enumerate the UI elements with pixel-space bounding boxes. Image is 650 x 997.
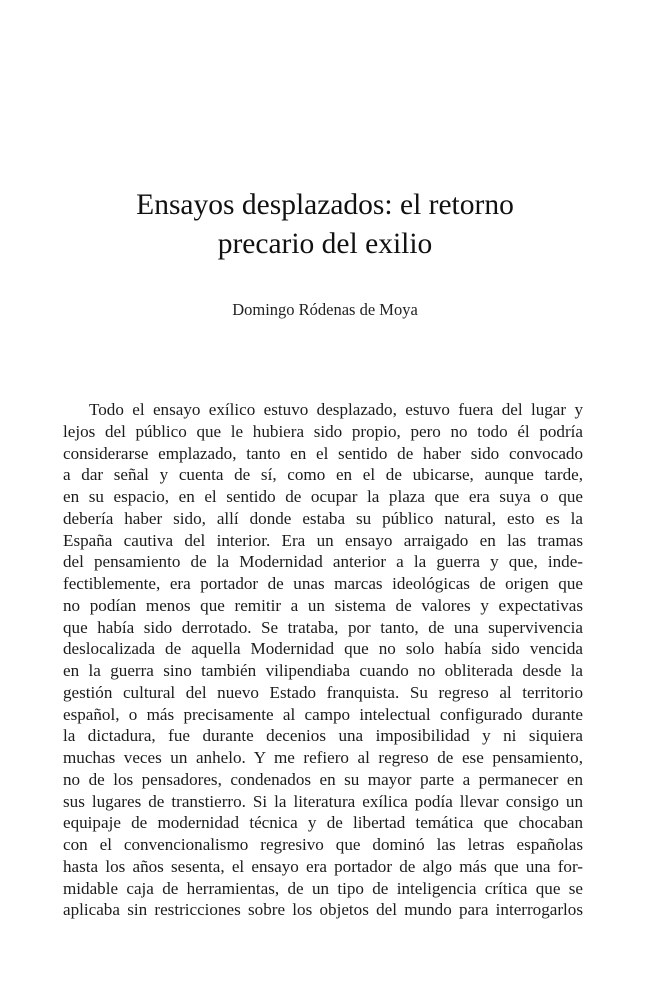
body-line: hasta los años sesenta, el ensayo era portador de algo más que una for- bbox=[63, 856, 583, 876]
body-line: deslocalizada de aquella Modernidad que no solo había sido vencida bbox=[63, 639, 583, 659]
body-line: que había sido derrotado. Se trataba, por tanto, de una supervivencia bbox=[63, 617, 583, 637]
body-line: debería haber sido, allí donde estaba su público natural, esto es la bbox=[63, 508, 583, 528]
body-line: aplicaba sin restricciones sobre los objetos del mundo para interrogarlos bbox=[63, 900, 583, 920]
body-line: no podían menos que remitir a un sistema de valores y expectativas bbox=[63, 595, 583, 615]
body-line: del pensamiento de la Modernidad anterior a la guerra y que, inde- bbox=[63, 552, 583, 572]
body-line: España cautiva del interior. Era un ensayo arraigado en las tramas bbox=[63, 530, 583, 550]
body-line: equipaje de modernidad técnica y de libertad temática que chocaban bbox=[63, 813, 583, 833]
body-line: a dar señal y cuenta de sí, como en el de ubicarse, aunque tarde, bbox=[63, 465, 583, 485]
body-line: considerarse emplazado, tanto en el sentido de haber sido convocado bbox=[63, 443, 583, 463]
body-line: lejos del público que le hubiera sido propio, pero no todo él podría bbox=[63, 421, 583, 441]
body-line: fectiblemente, era portador de unas marcas ideológicas de origen que bbox=[63, 574, 583, 593]
body-line: sus lugares de transtierro. Si la literatura exílica podía llevar consigo un bbox=[63, 791, 583, 811]
body-line: la dictadura, fue durante decenios una imposibilidad y ni siquiera bbox=[63, 726, 583, 746]
body-line: con el convencionalismo regresivo que dominó las letras españolas bbox=[63, 835, 583, 854]
title-line: Ensayos desplazados: el retorno bbox=[136, 189, 514, 221]
body-line: muchas veces un anhelo. Y me refiero al regreso de ese pensamiento, bbox=[63, 748, 583, 767]
body-line: midable caja de herramientas, de un tipo de inteligencia crítica que se bbox=[63, 878, 583, 898]
body-line: Todo el ensayo exílico estuvo desplazado, estuvo fuera del lugar y bbox=[89, 400, 583, 419]
body-line: no de los pensadores, condenados en su mayor parte a permanecer en bbox=[63, 769, 583, 789]
body-line: español, o más precisamente al campo intelectual configurado durante bbox=[63, 704, 583, 724]
article-author: Domingo Ródenas de Moya bbox=[232, 300, 418, 319]
body-line: en su espacio, en el sentido de ocupar la plaza que era suya o que bbox=[63, 487, 583, 506]
body-line: en la guerra sino también vilipendiaba cuando no obliterada desde la bbox=[63, 661, 583, 680]
article-title bbox=[0, 186, 650, 264]
title-line: precario del exilio bbox=[217, 228, 433, 260]
body-line: gestión cultural del nuevo Estado franquista. Su regreso al territorio bbox=[63, 682, 583, 702]
article-body bbox=[63, 399, 583, 921]
